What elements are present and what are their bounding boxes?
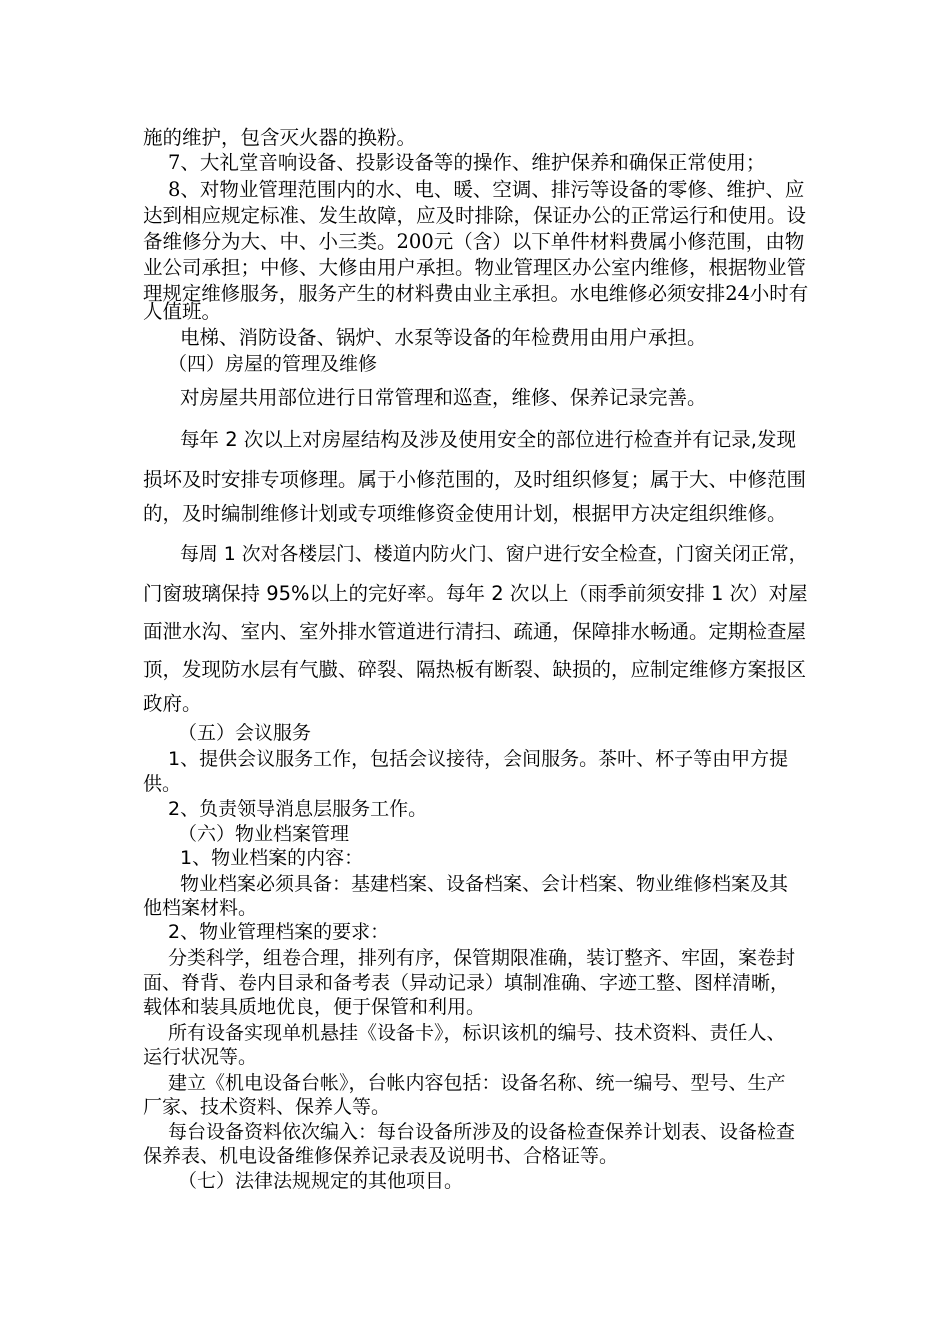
paragraph-line: 每年 2 次以上对房屋结构及涉及使用安全的部位进行检查并有记录,发现 [180, 428, 797, 451]
paragraph-line: 政府。 [143, 692, 202, 715]
paragraph-line: 7、大礼堂音响设备、投影设备等的操作、维护保养和确保正常使用； [168, 151, 766, 174]
paragraph-line: 施的维护，包含灭火器的换粉。 [143, 126, 417, 149]
section-heading: （四）房屋的管理及维修 [168, 353, 378, 375]
paragraph-line: 的，及时编制维修计划或专项维修资金使用计划，根据甲方决定组织维修。 [143, 502, 787, 525]
paragraph-line: 损坏及时安排专项修理。属于小修范围的，及时组织修复；属于大、中修范围 [143, 468, 807, 491]
paragraph-line: 对房屋共用部位进行日常管理和巡查，维修、保养记录完善。 [180, 386, 707, 409]
paragraph-line: 分类科学，组卷合理，排列有序，保管期限准确，装订整齐、牢固，案卷封 [168, 947, 796, 969]
paragraph-line: 理规定维修服务，服务产生的材料费由业主承担。水电维修必须安排24小时有 [143, 282, 809, 305]
paragraph-line: 运行状况等。 [143, 1046, 258, 1068]
paragraph-line: 人值班。 [143, 300, 222, 323]
paragraph-line: 每台设备资料依次编入：每台设备所涉及的设备检查保养计划表、设备检查 [168, 1121, 796, 1143]
paragraph-line: 8、对物业管理范围内的水、电、暖、空调、排污等设备的零修、维护、应 [168, 178, 805, 201]
paragraph-line: 2、物业管理档案的要求： [168, 921, 390, 943]
paragraph-line: 载体和装具质地优良，便于保管和利用。 [143, 996, 486, 1018]
section-heading: （七）法律法规规定的其他项目。 [178, 1170, 464, 1192]
paragraph-line: 1、物业档案的内容： [180, 847, 364, 869]
paragraph-line: 厂家、技术资料、保养人等。 [143, 1096, 391, 1118]
paragraph-line: 供。 [143, 773, 182, 795]
paragraph-line: 每周 1 次对各楼层门、楼道内防火门、窗户进行安全检查，门窗关闭正常， [180, 543, 808, 565]
paragraph-line: 顶，发现防水层有气臌、碎裂、隔热板有断裂、缺损的，应制定维修方案报区 [143, 658, 807, 681]
paragraph-line: 达到相应规定标准、发生故障，应及时排除，保证办公的正常运行和使用。设 [143, 204, 807, 227]
paragraph-line: 面、脊背、卷内目录和备考表（异动记录）填制准确、字迹工整、图样清晰， [143, 972, 790, 994]
paragraph-line: 2、负责领导消息层服务工作。 [168, 798, 428, 820]
paragraph-line: 电梯、消防设备、锅炉、水泵等设备的年检费用由用户承担。 [180, 326, 707, 349]
paragraph-line: 业公司承担；中修、大修由用户承担。物业管理区办公室内维修，根据物业管 [143, 256, 807, 279]
section-heading: （六）物业档案管理 [178, 823, 350, 845]
paragraph-line: 保养表、机电设备维修保养记录表及说明书、合格证等。 [143, 1145, 619, 1167]
paragraph-line: 所有设备实现单机悬挂《设备卡》，标识该机的编号、技术资料、责任人、 [168, 1022, 786, 1044]
section-heading: （五）会议服务 [178, 722, 312, 744]
paragraph-line: 物业档案必须具备：基建档案、设备档案、会计档案、物业维修档案及其 [180, 873, 789, 895]
paragraph-line: 他档案材料。 [143, 897, 258, 919]
paragraph-line: 备维修分为大、中、小三类。200元（含）以下单件材料费属小修范围，由物 [143, 230, 805, 253]
paragraph-line: 建立《机电设备台帐》，台帐内容包括：设备名称、统一编号、型号、生产 [168, 1072, 786, 1094]
paragraph-line: 面泄水沟、室内、室外排水管道进行清扫、疏通，保障排水畅通。定期检查屋 [143, 620, 807, 643]
paragraph-line: 门窗玻璃保持 95%以上的完好率。每年 2 次以上（雨季前须安排 1 次）对屋 [143, 582, 808, 605]
paragraph-line: 1、提供会议服务工作，包括会议接待，会间服务。茶叶、杯子等由甲方提 [168, 748, 789, 770]
